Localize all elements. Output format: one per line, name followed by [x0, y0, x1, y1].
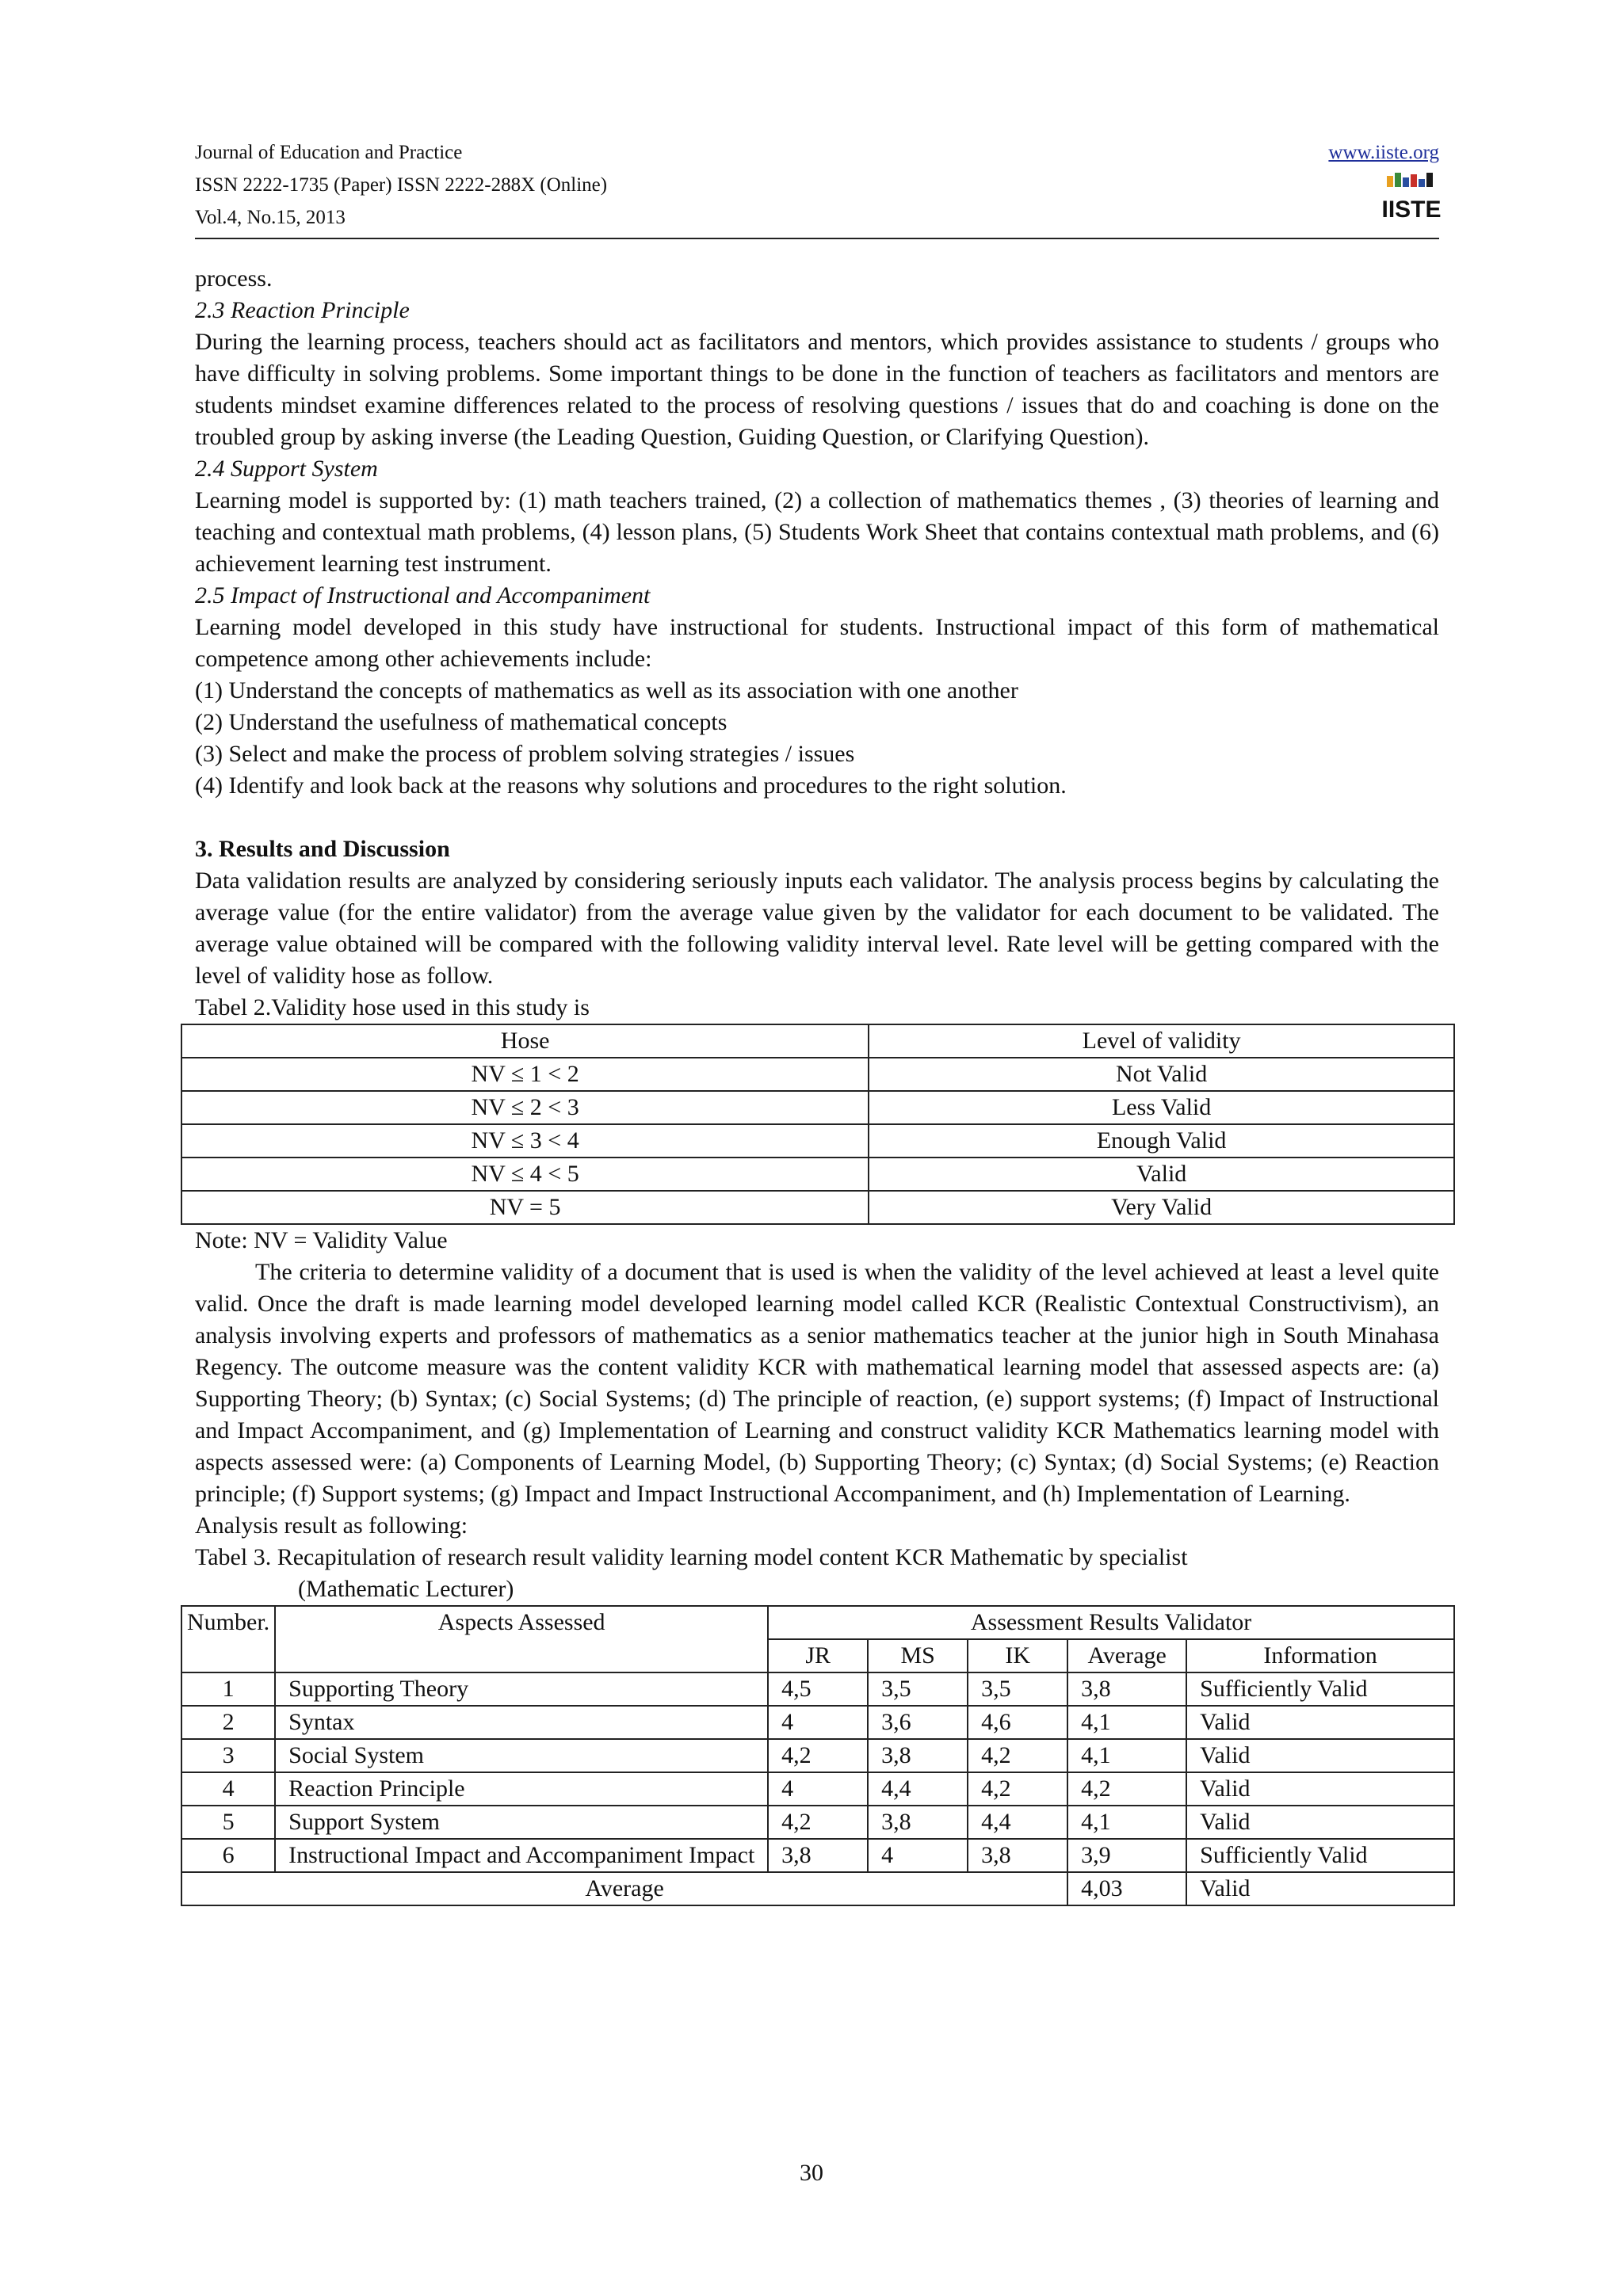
- column-header-results: Assessment Results Validator: [768, 1606, 1454, 1639]
- ik-cell: 3,8: [968, 1839, 1067, 1872]
- ik-cell: 4,6: [968, 1706, 1067, 1739]
- table3-caption-continued: (Mathematic Lecturer): [298, 1576, 514, 1602]
- average-info-cell: Valid: [1186, 1872, 1454, 1905]
- header-rule: [195, 238, 1439, 239]
- ik-cell: 4,2: [968, 1739, 1067, 1772]
- ik-cell: 3,5: [968, 1672, 1067, 1706]
- table-row: [181, 1706, 1454, 1739]
- hose-cell: NV ≤ 4 < 5: [181, 1158, 869, 1191]
- average-cell: 4,2: [1067, 1772, 1186, 1806]
- list-item: (2) Understand the usefulness of mathematical concepts: [195, 709, 727, 735]
- table3-caption: Tabel 3. Recapitulation of research result validity learning model content KCR Mathematic by specialist: [195, 1544, 1188, 1570]
- average-cell: 4,1: [1067, 1739, 1186, 1772]
- aspect-cell: Support System: [275, 1806, 768, 1839]
- hose-cell: NV ≤ 1 < 2: [181, 1058, 869, 1091]
- heading-support-system: 2.4 Support System: [195, 456, 378, 482]
- column-header-average: Average: [1067, 1639, 1186, 1672]
- paragraph-analysis: Analysis result as following:: [195, 1512, 468, 1539]
- information-cell: Valid: [1186, 1772, 1454, 1806]
- information-cell: Sufficiently Valid: [1186, 1672, 1454, 1706]
- list-item: (4) Identify and look back at the reasons why solutions and procedures to the right solution.: [195, 772, 1067, 799]
- column-header-information: Information: [1186, 1639, 1454, 1672]
- page-header: [195, 136, 1442, 234]
- level-cell: Not Valid: [869, 1058, 1454, 1091]
- paragraph-criteria: The criteria to determine validity of a document that is used is when the validity of the level achieved at least a level quite valid. Once the draft is made learning model developed learning model called KCR (Realistic Contextual Constructivism), an analysis involving experts and professors of mathematics as a senior mathematics teacher at the junior high in South Minahasa Regency. The outcome measure was the content validity KCR with mathematical learning model that assessed aspects are: (a) Supporting Theory; (b) Syntax; (c) Social Systems; (d) The principle of reaction, (e) support systems; (f) Impact of Instructional and Impact Accompaniment, and (g) Implementation of Learning and construct validity KCR Mathematics learning model with aspects assessed were: (a) Components of Learning Model, (b) Supporting Theory; (c) Syntax; (d) Social Systems; (e) Reaction principle; (f) Support systems; (g) Impact and Impact Instructional Accompaniment, and (h) Implementation of Learning.: [195, 1259, 1439, 1507]
- information-cell: Valid: [1186, 1739, 1454, 1772]
- table-row: [181, 1091, 1454, 1124]
- paragraph-reaction-principle: During the learning process, teachers should act as facilitators and mentors, which provides assistance to students / groups who have difficulty in solving problems. Some important things to be done in the function of teachers as facilitators and mentors are students mindset examine differences related to the process of resolving questions / issues that do and coaching is done on the troubled group by asking inverse (the Leading Question, Guiding Question, or Clarifying Question).: [195, 329, 1439, 450]
- ik-cell: 4,2: [968, 1772, 1067, 1806]
- average-cell: 3,8: [1067, 1672, 1186, 1706]
- information-cell: Sufficiently Valid: [1186, 1839, 1454, 1872]
- recapitulation-table: [181, 1605, 1455, 1906]
- ms-cell: 3,8: [868, 1739, 968, 1772]
- table-row: [181, 1124, 1454, 1158]
- table-row: [181, 1191, 1454, 1224]
- jr-cell: 4,2: [768, 1806, 868, 1839]
- column-header-number: Number.: [181, 1606, 275, 1672]
- svg-text:IISTE: IISTE: [1381, 196, 1442, 223]
- average-cell: 3,9: [1067, 1839, 1186, 1872]
- paragraph-support-system: Learning model is supported by: (1) math teachers trained, (2) a collection of mathematics themes , (3) theories of learning and teaching and contextual math problems, (4) lesson plans, (5) Students Work Sheet that contains contextual math problems, and (6) achievement learning test instrument.: [195, 487, 1439, 577]
- average-label-cell: Average: [181, 1872, 1067, 1905]
- ms-cell: 4: [868, 1839, 968, 1872]
- jr-cell: 4,2: [768, 1739, 868, 1772]
- average-cell: 4,1: [1067, 1806, 1186, 1839]
- ms-cell: 3,5: [868, 1672, 968, 1706]
- table2-caption: Tabel 2.Validity hose used in this study is: [195, 994, 590, 1020]
- list-item: (3) Select and make the process of problem solving strategies / issues: [195, 741, 855, 767]
- jr-cell: 4: [768, 1772, 868, 1806]
- number-cell: 5: [181, 1806, 275, 1839]
- level-cell: Valid: [869, 1158, 1454, 1191]
- average-value-cell: 4,03: [1067, 1872, 1186, 1905]
- information-cell: Valid: [1186, 1706, 1454, 1739]
- number-cell: 1: [181, 1672, 275, 1706]
- table-row: [181, 1772, 1454, 1806]
- paragraph-process-end: process.: [195, 265, 273, 292]
- table-row: [181, 1839, 1454, 1872]
- aspect-cell: Supporting Theory: [275, 1672, 768, 1706]
- jr-cell: 3,8: [768, 1839, 868, 1872]
- validity-hose-table: [181, 1024, 1455, 1225]
- journal-title: Journal of Education and Practice: [195, 142, 463, 163]
- number-cell: 3: [181, 1739, 275, 1772]
- table-row: [181, 1058, 1454, 1091]
- number-cell: 4: [181, 1772, 275, 1806]
- ms-cell: 3,8: [868, 1806, 968, 1839]
- table-header-row: [181, 1024, 1454, 1058]
- column-header-hose: Hose: [181, 1024, 869, 1058]
- column-header-level: Level of validity: [869, 1024, 1454, 1058]
- table-header-row: [181, 1606, 1454, 1639]
- level-cell: Enough Valid: [869, 1124, 1454, 1158]
- aspect-cell: Reaction Principle: [275, 1772, 768, 1806]
- paragraph-results: Data validation results are analyzed by considering seriously inputs each validator. The analysis process begins by calculating the average value (for the entire validator) from the average value given by the validator for each document to be validated. The average value obtained will be compared with the following validity interval level. Rate level will be getting compared with the level of validity hose as follow.: [195, 868, 1439, 989]
- column-header-jr: JR: [768, 1639, 868, 1672]
- table-row: [181, 1806, 1454, 1839]
- iiste-logo: [1381, 173, 1442, 225]
- table-row: [181, 1158, 1454, 1191]
- average-cell: 4,1: [1067, 1706, 1186, 1739]
- heading-reaction-principle: 2.3 Reaction Principle: [195, 297, 410, 323]
- list-item: (1) Understand the concepts of mathematics as well as its association with one another: [195, 677, 1018, 704]
- ms-cell: 3,6: [868, 1706, 968, 1739]
- journal-url-link[interactable]: www.iiste.org: [1328, 142, 1439, 163]
- aspect-cell: Syntax: [275, 1706, 768, 1739]
- hose-cell: NV = 5: [181, 1191, 869, 1224]
- page-content: [187, 263, 1439, 1906]
- information-cell: Valid: [1186, 1806, 1454, 1839]
- table-row: [181, 1672, 1454, 1706]
- aspect-cell: Instructional Impact and Accompaniment Impact: [275, 1839, 768, 1872]
- aspect-cell: Social System: [275, 1739, 768, 1772]
- jr-cell: 4: [768, 1706, 868, 1739]
- level-cell: Less Valid: [869, 1091, 1454, 1124]
- issn: ISSN 2222-1735 (Paper) ISSN 2222-288X (Online): [195, 174, 608, 196]
- heading-results-discussion: 3. Results and Discussion: [195, 836, 450, 862]
- page-number: 30: [800, 2160, 823, 2186]
- number-cell: 6: [181, 1839, 275, 1872]
- column-header-ms: MS: [868, 1639, 968, 1672]
- ms-cell: 4,4: [868, 1772, 968, 1806]
- heading-impact: 2.5 Impact of Instructional and Accompaniment: [195, 582, 651, 608]
- hose-cell: NV ≤ 3 < 4: [181, 1124, 869, 1158]
- number-cell: 2: [181, 1706, 275, 1739]
- table2-note: Note: NV = Validity Value: [195, 1227, 448, 1253]
- table-average-row: [181, 1872, 1454, 1905]
- jr-cell: 4,5: [768, 1672, 868, 1706]
- column-header-aspects: Aspects Assessed: [275, 1606, 768, 1672]
- table-row: [181, 1739, 1454, 1772]
- level-cell: Very Valid: [869, 1191, 1454, 1224]
- volume: Vol.4, No.15, 2013: [195, 207, 346, 228]
- column-header-ik: IK: [968, 1639, 1067, 1672]
- ik-cell: 4,4: [968, 1806, 1067, 1839]
- hose-cell: NV ≤ 2 < 3: [181, 1091, 869, 1124]
- paragraph-impact: Learning model developed in this study have instructional for students. Instructional impact of this form of mathematical competence among other achievements include:: [195, 614, 1439, 672]
